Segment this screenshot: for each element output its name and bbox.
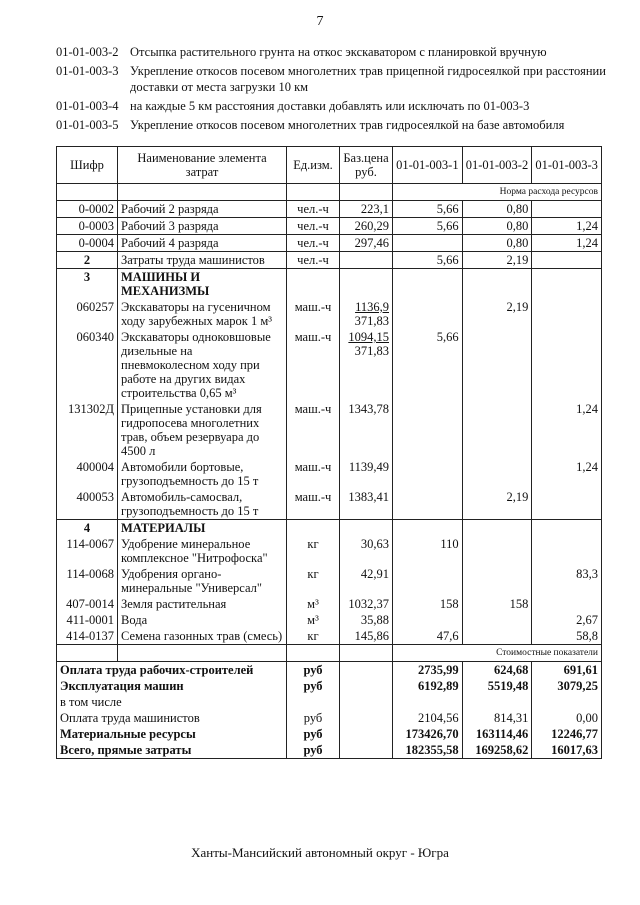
cell-empty: [340, 694, 393, 710]
cell-empty: [340, 520, 393, 537]
row-value-1: 5,66: [393, 252, 463, 269]
row-value-1: [393, 566, 463, 596]
row-price: [340, 459, 393, 489]
row-value-1: 158: [393, 596, 463, 612]
row-value-1: 47,6: [393, 628, 463, 645]
row-code: 0-0002: [57, 201, 118, 218]
rate-definitions: [56, 44, 616, 136]
totals-row: [57, 710, 602, 726]
row-code: 060257: [57, 299, 118, 329]
cell-empty: [462, 269, 532, 300]
row-value-2: 158: [462, 596, 532, 612]
row-value-3: 1,24: [532, 235, 602, 252]
row-code: 0-0003: [57, 218, 118, 235]
definition-text: на каждые 5 км расстояния доставки добавлять или исключать по 01-003-3: [130, 99, 530, 113]
definition-item: [56, 117, 616, 133]
row-price: 145,86: [340, 628, 393, 645]
header-code: Шифр: [57, 147, 118, 184]
definition-text: Отсыпка растительного грунта на откос экскаватором с планировкой вручную: [130, 45, 547, 59]
row-value-2: [462, 612, 532, 628]
price-primary: 1343,78: [348, 402, 389, 416]
totals-value-2: 5519,48: [462, 678, 532, 694]
table-row: [57, 489, 602, 520]
table-row: [57, 329, 602, 401]
totals-row: [57, 726, 602, 742]
header-price: Баз.цена руб.: [340, 147, 393, 184]
row-value-1: [393, 401, 463, 459]
price-secondary: 371,83: [354, 314, 389, 328]
totals-name: Эксплуатация машин: [57, 678, 287, 694]
table-row: [57, 201, 602, 218]
price-primary: 1094,15: [348, 330, 389, 344]
row-price: [340, 489, 393, 520]
cell-empty: [287, 645, 340, 662]
row-value-1: 5,66: [393, 218, 463, 235]
row-unit: маш.-ч: [287, 489, 340, 520]
row-value-1: 5,66: [393, 329, 463, 401]
cell-empty: [287, 520, 340, 537]
row-price: [340, 329, 393, 401]
totals-name: в том числе: [57, 694, 287, 710]
resource-table: [56, 146, 602, 759]
row-code: 131302Д: [57, 401, 118, 459]
row-value-1: [393, 459, 463, 489]
section-4-row: [57, 520, 602, 537]
row-name: Прицепные установки для гидропосева многолетних трав, объем резервуара до 4500 л: [118, 401, 287, 459]
totals-name: Оплата труда машинистов: [57, 710, 287, 726]
norm-label: Норма расхода ресурсов: [393, 184, 602, 201]
definition-code: 01-01-003-5: [56, 118, 119, 132]
row-value-1: 5,66: [393, 201, 463, 218]
row-value-2: [462, 628, 532, 645]
table-row: [57, 299, 602, 329]
cell-empty: [340, 678, 393, 694]
header-col2: 01-01-003-2: [462, 147, 532, 184]
totals-row: [57, 742, 602, 759]
row-unit: чел.-ч: [287, 218, 340, 235]
row-value-3: 83,3: [532, 566, 602, 596]
cell-empty: [340, 645, 393, 662]
table-row: [57, 612, 602, 628]
row-price: 35,88: [340, 612, 393, 628]
row-value-3: [532, 329, 602, 401]
totals-value-2: 163114,46: [462, 726, 532, 742]
totals-unit: руб: [287, 710, 340, 726]
cell-empty: [340, 269, 393, 300]
row-name: Земля растительная: [118, 596, 287, 612]
totals-value-2: 814,31: [462, 710, 532, 726]
row-unit: чел.-ч: [287, 201, 340, 218]
cell-empty: [340, 710, 393, 726]
row-unit: м³: [287, 596, 340, 612]
cell-empty: [340, 184, 393, 201]
row-value-3: [532, 596, 602, 612]
row-value-3: 1,24: [532, 459, 602, 489]
row-value-3: 2,67: [532, 612, 602, 628]
row-price: 260,29: [340, 218, 393, 235]
row-price: 223,1: [340, 201, 393, 218]
row-code: 060340: [57, 329, 118, 401]
cell-empty: [287, 184, 340, 201]
row-value-3: [532, 299, 602, 329]
price-primary: 1139,49: [348, 460, 389, 474]
row-code: 114-0067: [57, 536, 118, 566]
totals-value-1: 182355,58: [393, 742, 463, 759]
table-row: [57, 596, 602, 612]
row-value-3: [532, 489, 602, 520]
row-price: 1032,37: [340, 596, 393, 612]
definition-item: [56, 44, 616, 60]
totals-value-1: [393, 694, 463, 710]
row-name: Рабочий 4 разряда: [118, 235, 287, 252]
totals-row: [57, 678, 602, 694]
row-value-2: 2,19: [462, 489, 532, 520]
totals-name: Материальные ресурсы: [57, 726, 287, 742]
cell-empty: [462, 520, 532, 537]
row-unit: кг: [287, 566, 340, 596]
row-unit: маш.-ч: [287, 329, 340, 401]
price-secondary: 371,83: [354, 344, 389, 358]
cell-empty: [532, 269, 602, 300]
definition-text: Укрепление откосов посевом многолетних трав гидросеялкой на базе автомобиля: [130, 118, 565, 132]
cell-empty: [393, 520, 463, 537]
totals-value-1: 2104,56: [393, 710, 463, 726]
page-number: 7: [316, 14, 324, 29]
row-value-1: [393, 489, 463, 520]
totals-value-3: 691,61: [532, 662, 602, 679]
row-price: 30,63: [340, 536, 393, 566]
row-value-2: [462, 401, 532, 459]
cost-label: Стоимостные показатели: [393, 645, 602, 662]
table-row: [57, 536, 602, 566]
table-row: [57, 628, 602, 645]
row-value-2: [462, 566, 532, 596]
section-name: Затраты труда машинистов: [118, 252, 287, 269]
row-value-2: 2,19: [462, 252, 532, 269]
section-number: 3: [57, 269, 118, 300]
row-unit: м³: [287, 612, 340, 628]
cell-empty: [532, 520, 602, 537]
row-code: 414-0137: [57, 628, 118, 645]
definition-item: [56, 98, 616, 114]
totals-name: Всего, прямые затраты: [57, 742, 287, 759]
row-value-3: 1,24: [532, 401, 602, 459]
totals-value-3: 12246,77: [532, 726, 602, 742]
row-unit: чел.-ч: [287, 235, 340, 252]
row-value-1: [393, 299, 463, 329]
row-unit: маш.-ч: [287, 401, 340, 459]
row-name: Экскаваторы одноковшовые дизельные на пневмоколесном ходу при работе на других видах строительства 0,65 м³: [118, 329, 287, 401]
totals-unit: руб: [287, 726, 340, 742]
section-3-row: [57, 269, 602, 300]
row-name: Автомобиль-самосвал, грузоподъемность до 15 т: [118, 489, 287, 520]
row-value-2: [462, 329, 532, 401]
row-unit: чел.-ч: [287, 252, 340, 269]
cell-empty: [340, 742, 393, 759]
section-2-row: [57, 252, 602, 269]
row-code: 114-0068: [57, 566, 118, 596]
row-value-2: 0,80: [462, 218, 532, 235]
row-value-2: [462, 536, 532, 566]
totals-unit: руб: [287, 678, 340, 694]
totals-value-2: 169258,62: [462, 742, 532, 759]
table-row: [57, 459, 602, 489]
totals-unit: руб: [287, 662, 340, 679]
row-unit: кг: [287, 536, 340, 566]
table-row: [57, 401, 602, 459]
row-value-3: 58,8: [532, 628, 602, 645]
section-number: 2: [57, 252, 118, 269]
row-price: [340, 299, 393, 329]
totals-unit: руб: [287, 742, 340, 759]
row-name: Рабочий 3 разряда: [118, 218, 287, 235]
row-value-3: [532, 252, 602, 269]
header-name: Наименование элемента затрат: [118, 147, 287, 184]
totals-value-3: 16017,63: [532, 742, 602, 759]
cost-label-row: [57, 645, 602, 662]
table-row: [57, 566, 602, 596]
totals-value-1: 173426,70: [393, 726, 463, 742]
row-code: 400053: [57, 489, 118, 520]
definition-item: [56, 63, 616, 95]
norm-label-row: [57, 184, 602, 201]
definition-text: Укрепление откосов посевом многолетних трав прицепной гидросеялкой при расстоянии доставки от места загрузки 10 км: [130, 64, 606, 94]
section-title: МАТЕРИАЛЫ: [118, 520, 287, 537]
row-name: Удобрения органо-минеральные "Универсал": [118, 566, 287, 596]
header-col1: 01-01-003-1: [393, 147, 463, 184]
cell-empty: [340, 252, 393, 269]
row-unit: маш.-ч: [287, 459, 340, 489]
row-value-1: [393, 235, 463, 252]
totals-value-2: [462, 694, 532, 710]
row-code: 411-0001: [57, 612, 118, 628]
row-value-3: [532, 536, 602, 566]
row-code: 0-0004: [57, 235, 118, 252]
cell-empty: [118, 184, 287, 201]
row-name: Семена газонных трав (смесь): [118, 628, 287, 645]
cell-empty: [287, 269, 340, 300]
totals-value-1: 2735,99: [393, 662, 463, 679]
row-value-3: [532, 201, 602, 218]
row-price: 42,91: [340, 566, 393, 596]
price-primary: 1383,41: [348, 490, 389, 504]
table-row: [57, 235, 602, 252]
row-name: Рабочий 2 разряда: [118, 201, 287, 218]
section-title: МАШИНЫ И МЕХАНИЗМЫ: [118, 269, 287, 300]
row-value-3: 1,24: [532, 218, 602, 235]
totals-name: Оплата труда рабочих-строителей: [57, 662, 287, 679]
totals-value-2: 624,68: [462, 662, 532, 679]
cell-empty: [393, 269, 463, 300]
cell-empty: [340, 662, 393, 679]
cell-empty: [340, 726, 393, 742]
row-code: 407-0014: [57, 596, 118, 612]
table-header-row: [57, 147, 602, 184]
table-row: [57, 218, 602, 235]
cell-empty: [57, 645, 118, 662]
row-name: Вода: [118, 612, 287, 628]
row-value-1: 110: [393, 536, 463, 566]
row-unit: кг: [287, 628, 340, 645]
totals-value-3: [532, 694, 602, 710]
totals-row: [57, 662, 602, 679]
row-value-2: 0,80: [462, 201, 532, 218]
row-name: Экскаваторы на гусеничном ходу зарубежных марок 1 м³: [118, 299, 287, 329]
cell-empty: [118, 645, 287, 662]
row-value-2: 2,19: [462, 299, 532, 329]
price-primary: 1136,9: [355, 300, 389, 314]
row-price: [340, 401, 393, 459]
definition-code: 01-01-003-2: [56, 45, 119, 59]
totals-value-3: 3079,25: [532, 678, 602, 694]
definition-code: 01-01-003-3: [56, 64, 119, 78]
row-name: Удобрение минеральное комплексное "Нитрофоска": [118, 536, 287, 566]
header-col3: 01-01-003-3: [532, 147, 602, 184]
totals-value-1: 6192,89: [393, 678, 463, 694]
header-unit: Ед.изм.: [287, 147, 340, 184]
footer-region: Ханты-Мансийский автономный округ - Югра: [191, 845, 449, 860]
row-value-2: 0,80: [462, 235, 532, 252]
cell-empty: [57, 184, 118, 201]
row-price: 297,46: [340, 235, 393, 252]
row-code: 400004: [57, 459, 118, 489]
totals-unit: [287, 694, 340, 710]
totals-value-3: 0,00: [532, 710, 602, 726]
definition-code: 01-01-003-4: [56, 99, 119, 113]
row-unit: маш.-ч: [287, 299, 340, 329]
row-value-1: [393, 612, 463, 628]
totals-row: [57, 694, 602, 710]
row-value-2: [462, 459, 532, 489]
row-name: Автомобили бортовые, грузоподъемность до 15 т: [118, 459, 287, 489]
section-number: 4: [57, 520, 118, 537]
